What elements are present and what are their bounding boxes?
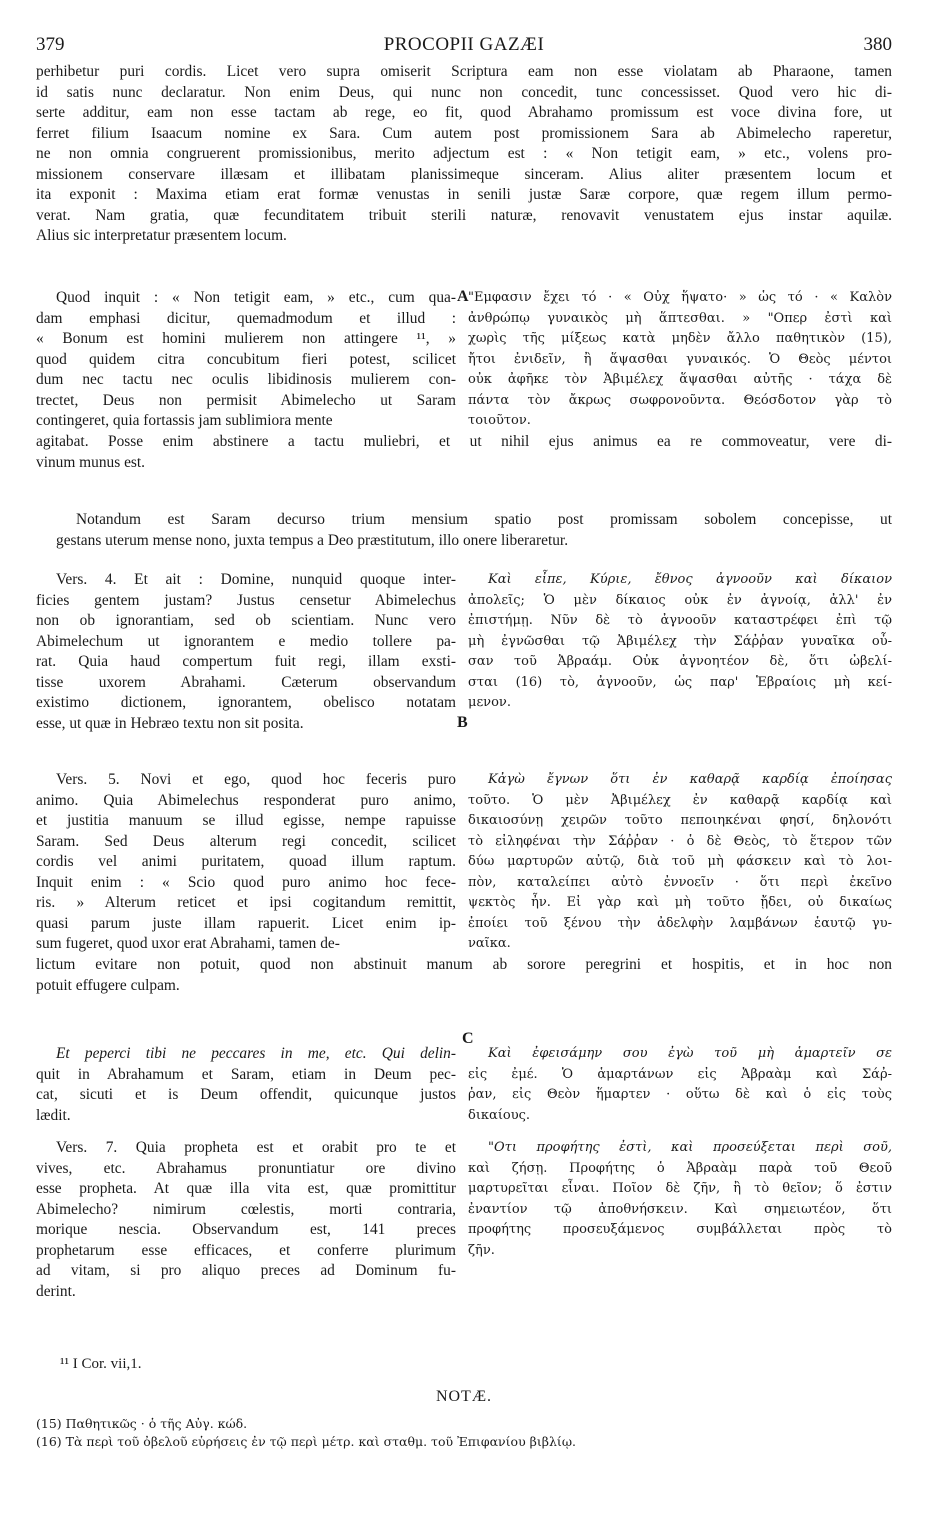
sec3-greek-line: Κἀγὼ ἔγνων ὅτι ἐν καθαρᾷ καρδίᾳ ἐποίησας [488, 772, 892, 787]
sec2-greek-line: σται (16) τὸ, ἀγνοοῦν, ὡς παρ' Ἑβραίοις μὴ κεί- [468, 674, 892, 690]
sec1-greek-line: πάντα τὸν ἄκρως σωφρονοῦντα. Θεόσδοτον γὰρ τὸ [468, 392, 892, 408]
sec2-greek-line: ἀπολεῖς; Ὁ μὲν δίκαιος οὐκ ἐν ἀγνοίᾳ, ἀλλ' ἐν [468, 592, 892, 608]
sec1-latin-line: quod quidem citra concubitum fieri potest, scilicet [36, 350, 456, 368]
sec3-latin-line: et justitia manuum se illud egisse, nempe rapuisse [36, 812, 456, 829]
sec3-greek-line: τοῦτο. Ὁ μὲν Ἀβιμέλεχ ἐν καθαρᾷ καρδίᾳ καὶ [468, 792, 892, 808]
sec1-greek-line: ἀνθρώπῳ γυναικὸς μὴ ἅπτεσθαι. » "Οπερ ἐστὶ καὶ [468, 310, 892, 326]
sec2-latin-line: Abimelechum ut ignorantem e medio tollere pa- [36, 632, 456, 650]
sec2-latin-column [36, 570, 456, 734]
sec2-greek-line: μενον. [468, 695, 511, 710]
sec4-greek-line: εἰς ἐμέ. Ὁ ἁμαρτάνων εἰς Ἀβραὰμ καὶ Σάῤ- [468, 1066, 892, 1082]
margin-marker-c: C [462, 1030, 474, 1047]
sec1-greek-line: ἤτοι ἐνιδεῖν, ἢ ἅψασθαι γυναικός. Ὁ Θεὸς μέντοι [468, 351, 892, 367]
sec4-latin-line: cat, sicuti et is Deum offendit, quicunque justos [36, 1086, 456, 1103]
sec5-latin-line: vives, etc. Abrahamus pronuntiatur ore divino [36, 1159, 456, 1177]
sec3-greek-line: ναῖκα. [468, 936, 511, 951]
footnote: ¹¹ I Cor. vii,1. [60, 1356, 142, 1372]
sec2-latin-line: Vers. 4. Et ait : Domine, nunquid quoque inter- [56, 571, 456, 588]
sec5-latin-line: prophetarum esse efficaces, et conferre plurimum [36, 1241, 456, 1259]
sec2-latin-line: esse, ut quæ in Hebræo textu non sit posita. [36, 714, 304, 732]
sec1-greek-line: "Εμφασιν ἔχει τό · « Οὐχ ἥψατο· » ὡς τό · « Καλὸν [468, 290, 892, 305]
sec1-latin-line: contingeret, quia fortassis jam sublimiora mente [36, 412, 333, 429]
sec3-greek-line: πὸν, καταλείπει αὐτὸ ἐννοεῖν · ὅτι περὶ ἐκεῖνο [468, 874, 892, 890]
sec5-greek-line: μαρτυρεῖται εἶναι. Ποῖον δὲ ζῆν, ἢ τὸ θεῖον; ὅ ἐστιν [468, 1181, 892, 1196]
notandum-line: gestans uterum mense nono, juxta tempus a Deo præstitutum, illo onere liberaretur. [56, 531, 569, 549]
page-number-right: 380 [863, 34, 892, 55]
sec5-latin-line: Vers. 7. Quia propheta est et orabit pro te et [56, 1139, 456, 1156]
sec5-greek-line: καὶ ζήσῃ. Προφήτης ὁ Ἀβραὰμ παρὰ τοῦ Θεοῦ [468, 1160, 892, 1176]
intro-lines-line: perhibetur puri cordis. Licet vero supra omiserit Scriptura eam non esse violatam ab Pharaone, tamen [36, 63, 892, 80]
sec3-greek-line: ἐποίει τοῦ ξένου τὴν ἀδελφὴν λαμβάνων ἑαυτῷ γυ- [468, 915, 892, 931]
sec1-greek-line: οὐκ ἀφῆκε τὸν Ἀβιμέλεχ ἅψασθαι αὐτῆς · τάχα δὲ [468, 372, 892, 387]
sec5-greek-line: προφήτης προσευξάμενος συμβάλλεται πρὸς τὸ [468, 1222, 892, 1237]
sec1-greek-line: τοιοῦτον. [468, 413, 531, 428]
sec1-latin-line: trectet, Deus non permisit Abimelecho ut Saram [36, 391, 456, 409]
sec4-greek-line: Καὶ ἐφεισάμην σου ἐγὼ τοῦ μὴ ἁμαρτεῖν σε [488, 1046, 892, 1061]
sec3-greek-line: τὸ εἰληφέναι τὴν Σάῤῥαν · ὁ δὲ Θεὸς, τὸ ἕτερον τῶν [468, 833, 892, 849]
margin-marker-b: B [457, 714, 468, 731]
sec3-latin-line: Saram. Sed Deus alterum regi concedit, scilicet [36, 832, 456, 850]
sec1-latin-line: « Bonum est homini mulierem non attingere ¹¹, » [36, 330, 456, 347]
notandum-line: Notandum est Saram decurso trium mensium spatio post promissam sobolem concepisse, ut [76, 511, 892, 528]
sec3-latin-line: animo. Quia Abimelechus responderat puro animo, [36, 791, 456, 809]
sec2-latin-line: non ob ignorantiam, sed ob scientiam. Nunc vero [36, 612, 456, 629]
sec5-latin-column [36, 1138, 456, 1302]
sec3-tail [36, 955, 892, 996]
sec2-latin-line: tisse uxorem Abrahami. Cæterum observandum [36, 673, 456, 691]
sec2-greek-column [468, 570, 892, 714]
note-16: (16) Τὰ περὶ τοῦ ὀβελοῦ εὑρήσεις ἐν τῷ περὶ μέτρ. καὶ σταθμ. τοῦ Ἐπιφανίου βιβλίῳ. [36, 1434, 576, 1449]
sec4-greek-line: δικαίους. [468, 1107, 531, 1123]
running-title: PROCOPII GAZÆI [383, 34, 545, 55]
sec5-latin-line: morique nescia. Observandum est, 141 preces [36, 1221, 456, 1238]
note-15: (15) Παθητικῶς · ὁ τῆς Αὐγ. κώδ. [36, 1416, 248, 1431]
margin-marker-a: A [457, 288, 469, 305]
sec2-greek-line: Καὶ εἶπε, Κύριε, ἔθνος ἀγνοοῦν καὶ δίκαιον [488, 572, 892, 587]
sec1-greek-line: χωρὶς τῆς μίξεως κατὰ μηδὲν ἄλλο παθητικὸν (15), [468, 331, 892, 346]
notae-heading: NOTÆ. [435, 1388, 493, 1405]
sec1-tail [36, 432, 892, 473]
sec3-greek-line: ψεκτὸς ἦν. Εἰ γὰρ καὶ μὴ τοῦτο ᾔδει, οὐ δικαίως [468, 895, 892, 910]
sec2-greek-line: μὴ ἐγνῶσθαι τῷ Ἀβιμέλεχ τὴν Σάῤῥαν γυναῖκα οὖ- [468, 633, 892, 649]
sec2-latin-line: ficies gentem justam? Justus censetur Abimelechus [36, 591, 456, 609]
sec3-tail-line: lictum evitare non potuit, quod non abstinuit manum ab sorore peregrini et hospitis, et in hoc non [36, 956, 892, 973]
sec4-greek-line: ῥαν, εἰς Θεὸν ἥμαρτεν · οὕτω δὲ καὶ ὁ εἰς τοὺς [468, 1087, 892, 1102]
intro-paragraph [36, 62, 892, 247]
sec4-greek-column [468, 1044, 892, 1126]
sec3-latin-line: Inquit enim : « Scio quod puro animo hoc fece- [36, 873, 456, 891]
sec4-latin-column [36, 1044, 456, 1126]
sec3-latin-line: quasi parum juste illam rapuerit. Licet enim ip- [36, 914, 456, 932]
sec3-greek-line: δύω μαρτυρῶν αὐτῷ, διὰ τοῦ μὴ φάσκειν καὶ τὸ λοι- [468, 854, 892, 869]
sec4-latin-line: lædit. [36, 1106, 71, 1124]
sec3-tail-line: potuit effugere culpam. [36, 976, 180, 994]
sec1-latin-line: Quod inquit : « Non tetigit eam, » etc., cum qua- [56, 289, 456, 306]
sec2-latin-line: rat. Quia haud compertum fuit regi, illam exsti- [36, 653, 456, 670]
intro-lines-line: serte additur, eam non esse tactam ab rege, eo fit, quod Abrahamo promissum est voce divina fore, ut [36, 104, 892, 121]
intro-lines-line: ferret filium Isaacum nomine ex Sara. Cum autem post promissionem Sara ab Abimelecho raperetur, [36, 124, 892, 142]
sec2-greek-line: ἐπιστήμῃ. Νῦν δὲ τὸ ἀγνοοῦν καταστρέφει ἐπὶ τῷ [468, 613, 892, 628]
sec2-greek-line: σαν τοῦ Ἀβραάμ. Οὐκ ἀγνοητέον δὲ, ὅτι ὠβελί- [468, 654, 892, 669]
sec1-latin-column [36, 288, 456, 432]
sec1-greek-column [468, 288, 892, 432]
sec3-latin-column [36, 770, 456, 955]
page-number-left: 379 [36, 34, 65, 55]
notandum-paragraph [36, 510, 892, 551]
sec1-tail-line: agitabat. Posse enim abstinere a tactu muliebri, et ut nihil ejus animus ea re commoveatur, vere di- [36, 433, 892, 450]
sec5-latin-line: ad vitam, si pro aliquo preces ad Dominum fu- [36, 1262, 456, 1279]
sec4-latin-line: Et peperci tibi ne peccares in me, etc. Qui delin- [56, 1045, 456, 1062]
sec1-latin-line: dum nec tactu nec oculis libidinosis mulierem con- [36, 371, 456, 388]
sec1-tail-line: vinum munus est. [36, 453, 146, 471]
sec1-latin-line: dam emphasi dicitur, quemadmodum et illud : [36, 309, 456, 327]
intro-lines-line: verat. Nam gratia, quæ fecunditatem tribuit sterili naturæ, renovavit venustatem ejus instar aquilæ. [36, 206, 892, 224]
intro-lines-line: ne non omnia congruerent promissionibus, merito adjectum est : « Non tetigit eam, » etc., volens pro- [36, 145, 892, 162]
sec3-latin-line: sum fugeret, quod uxor erat Abrahami, tamen de- [36, 935, 340, 952]
intro-lines-line: missionem conservare illæsam et illibatam planissimeque sinceram. Alius aliter præsentem locum et [36, 165, 892, 183]
sec5-greek-line: ἐναντίον τῷ ἀποθνήσκειν. Καὶ σημειωτέον, ὅτι [468, 1201, 892, 1217]
sec3-greek-line: δικαιοσύνῃ χειρῶν τοῦτο πεποιηκέναι φησί, δηλονότι [468, 813, 892, 828]
sec3-latin-line: ris. » Alterum reticet et ipsi cogitandum remittit, [36, 894, 456, 911]
sec2-latin-line: existimo dictionem, ignorantem, obelisco notatam [36, 694, 456, 711]
sec5-greek-line: ζῆν. [468, 1242, 495, 1258]
sec5-latin-line: Abimelecho? nimirum cœlestis, morti contraria, [36, 1200, 456, 1218]
sec3-latin-line: cordis vel animi puritatem, quoad illum raptum. [36, 853, 456, 870]
intro-lines-line: Alius sic interpretatur præsentem locum. [36, 227, 287, 244]
sec5-greek-line: "Οτι προφήτης ἐστὶ, καὶ προσεύξεται περὶ σοῦ, [488, 1140, 892, 1155]
intro-lines-line: id satis nunc declaratur. Non enim Deus, qui nunc non concedit, tunc concessisset. Quod vero hic di- [36, 83, 892, 101]
sec3-latin-line: Vers. 5. Novi et ego, quod hoc feceris puro [56, 771, 456, 788]
sec5-latin-line: esse propheta. At quæ illa vita est, quæ promittitur [36, 1180, 456, 1197]
running-header [36, 34, 892, 58]
intro-lines-line: ita exponit : Maxima etiam erat formæ venustas in senili justæ Saræ corpore, quæ regem illum permo- [36, 186, 892, 203]
sec5-latin-line: derint. [36, 1282, 76, 1300]
sec3-greek-column [468, 770, 892, 955]
sec4-latin-line: quit in Abrahamum et Saram, etiam in Deum pec- [36, 1065, 456, 1083]
sec5-greek-column [468, 1138, 892, 1261]
